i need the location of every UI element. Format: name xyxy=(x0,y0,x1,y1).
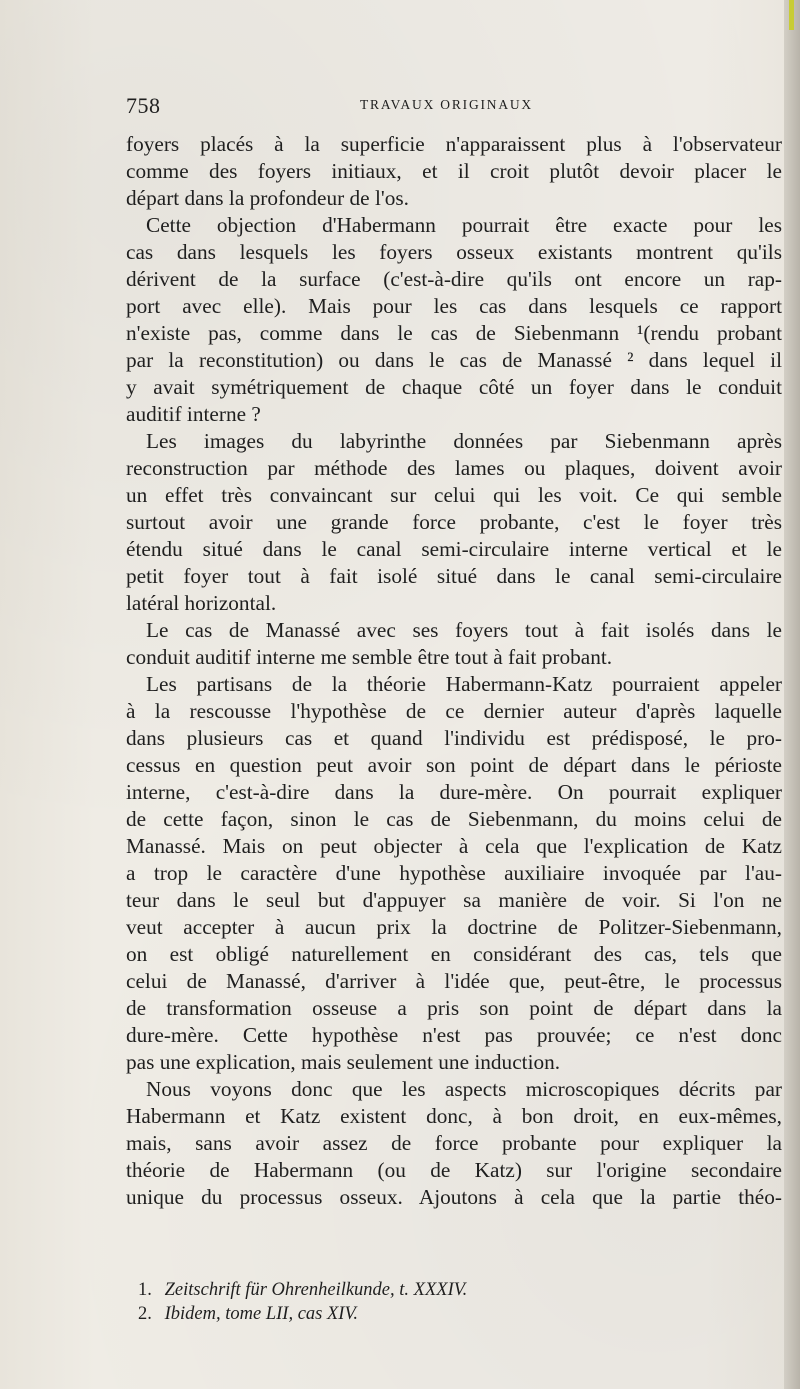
text-line: Le cas de Manassé avec ses foyers tout à fait isolés dans le xyxy=(146,618,782,642)
text-line: dans plusieurs cas et quand l'individu est prédisposé, le pro- xyxy=(126,726,782,750)
text-line: par la reconstitution) ou dans le cas de Manassé ² dans lequel il xyxy=(126,348,782,372)
text-line: dérivent de la surface (c'est-à-dire qu'ils ont encore un rap- xyxy=(126,267,782,291)
text-line: teur dans le seul but d'appuyer sa manière de voir. Si l'on ne xyxy=(126,888,782,912)
page-header xyxy=(126,93,782,118)
text-line: conduit auditif interne me semble être tout à fait probant. xyxy=(126,645,613,669)
page-edge xyxy=(784,0,800,1389)
text-line: surtout avoir une grande force probante, c'est le foyer très xyxy=(126,510,782,534)
text-line: a trop le caractère d'une hypothèse auxiliaire invoquée par l'au- xyxy=(126,861,782,885)
footnote-number: 1. xyxy=(138,1280,152,1300)
text-line: de transformation osseuse a pris son point de départ dans la xyxy=(126,996,782,1020)
running-title: TRAVAUX ORIGINAUX xyxy=(360,97,533,112)
footnote-number: 2. xyxy=(138,1304,152,1324)
text-line: y avait symétriquement de chaque côté un foyer dans le conduit xyxy=(126,375,782,399)
text-line: foyers placés à la superficie n'apparaissent plus à l'observateur xyxy=(126,132,782,156)
text-line: Manassé. Mais on peut objecter à cela que l'explication de Katz xyxy=(126,834,782,858)
footnote-text: Zeitschrift für Ohrenheilkunde, t. XXXIV. xyxy=(164,1280,468,1300)
text-line: Cette objection d'Habermann pourrait être exacte pour les xyxy=(146,213,782,237)
footnotes xyxy=(138,1278,768,1326)
text-line: étendu situé dans le canal semi-circulaire interne vertical et le xyxy=(126,537,782,561)
text-line: comme des foyers initiaux, et il croit plutôt devoir placer le xyxy=(126,159,782,183)
body-text xyxy=(126,131,782,1211)
text-line: petit foyer tout à fait isolé situé dans le canal semi-circulaire xyxy=(126,564,782,588)
text-line: départ dans la profondeur de l'os. xyxy=(126,186,409,210)
footnote-1 xyxy=(138,1278,768,1302)
page-number: 758 xyxy=(126,93,161,118)
text-line: dure-mère. Cette hypothèse n'est pas prouvée; ce n'est donc xyxy=(126,1023,782,1047)
footnote-2 xyxy=(138,1302,768,1326)
text-line: Nous voyons donc que les aspects microscopiques décrits par xyxy=(146,1077,782,1101)
text-line: unique du processus osseux. Ajoutons à cela que la partie théo- xyxy=(126,1185,782,1209)
text-line: port avec elle). Mais pour les cas dans lesquels ce rapport xyxy=(126,294,782,318)
text-line: on est obligé naturellement en considérant des cas, tels que xyxy=(126,942,782,966)
text-line: interne, c'est-à-dire dans la dure-mère. On pourrait expliquer xyxy=(126,780,782,804)
text-line: de cette façon, sinon le cas de Siebenmann, du moins celui de xyxy=(126,807,782,831)
text-line: latéral horizontal. xyxy=(126,591,277,615)
text-line: cessus en question peut avoir son point de départ dans le périoste xyxy=(126,753,782,777)
footnote-text: Ibidem, tome LII, cas XIV. xyxy=(164,1304,358,1324)
text-line: Les partisans de la théorie Habermann-Katz pourraient appeler xyxy=(146,672,782,696)
text-line: reconstruction par méthode des lames ou plaques, doivent avoir xyxy=(126,456,782,480)
text-line: veut accepter à aucun prix la doctrine de Politzer-Siebenmann, xyxy=(126,915,782,939)
text-line: auditif interne ? xyxy=(126,402,261,426)
text-line: théorie de Habermann (ou de Katz) sur l'origine secondaire xyxy=(126,1158,782,1182)
text-line: n'existe pas, comme dans le cas de Siebenmann ¹(rendu probant xyxy=(126,321,782,345)
text-line: pas une explication, mais seulement une induction. xyxy=(126,1050,561,1074)
text-line: celui de Manassé, d'arriver à l'idée que, peut-être, le processus xyxy=(126,969,782,993)
text-line: Habermann et Katz existent donc, à bon droit, en eux-mêmes, xyxy=(126,1104,782,1128)
text-line: cas dans lesquels les foyers osseux existants montrent qu'ils xyxy=(126,240,782,264)
text-line: Les images du labyrinthe données par Siebenmann après xyxy=(146,429,782,453)
text-line: mais, sans avoir assez de force probante pour expliquer la xyxy=(126,1131,782,1155)
text-line: un effet très convaincant sur celui qui les voit. Ce qui semble xyxy=(126,483,782,507)
text-line: à la rescousse l'hypothèse de ce dernier auteur d'après laquelle xyxy=(126,699,782,723)
